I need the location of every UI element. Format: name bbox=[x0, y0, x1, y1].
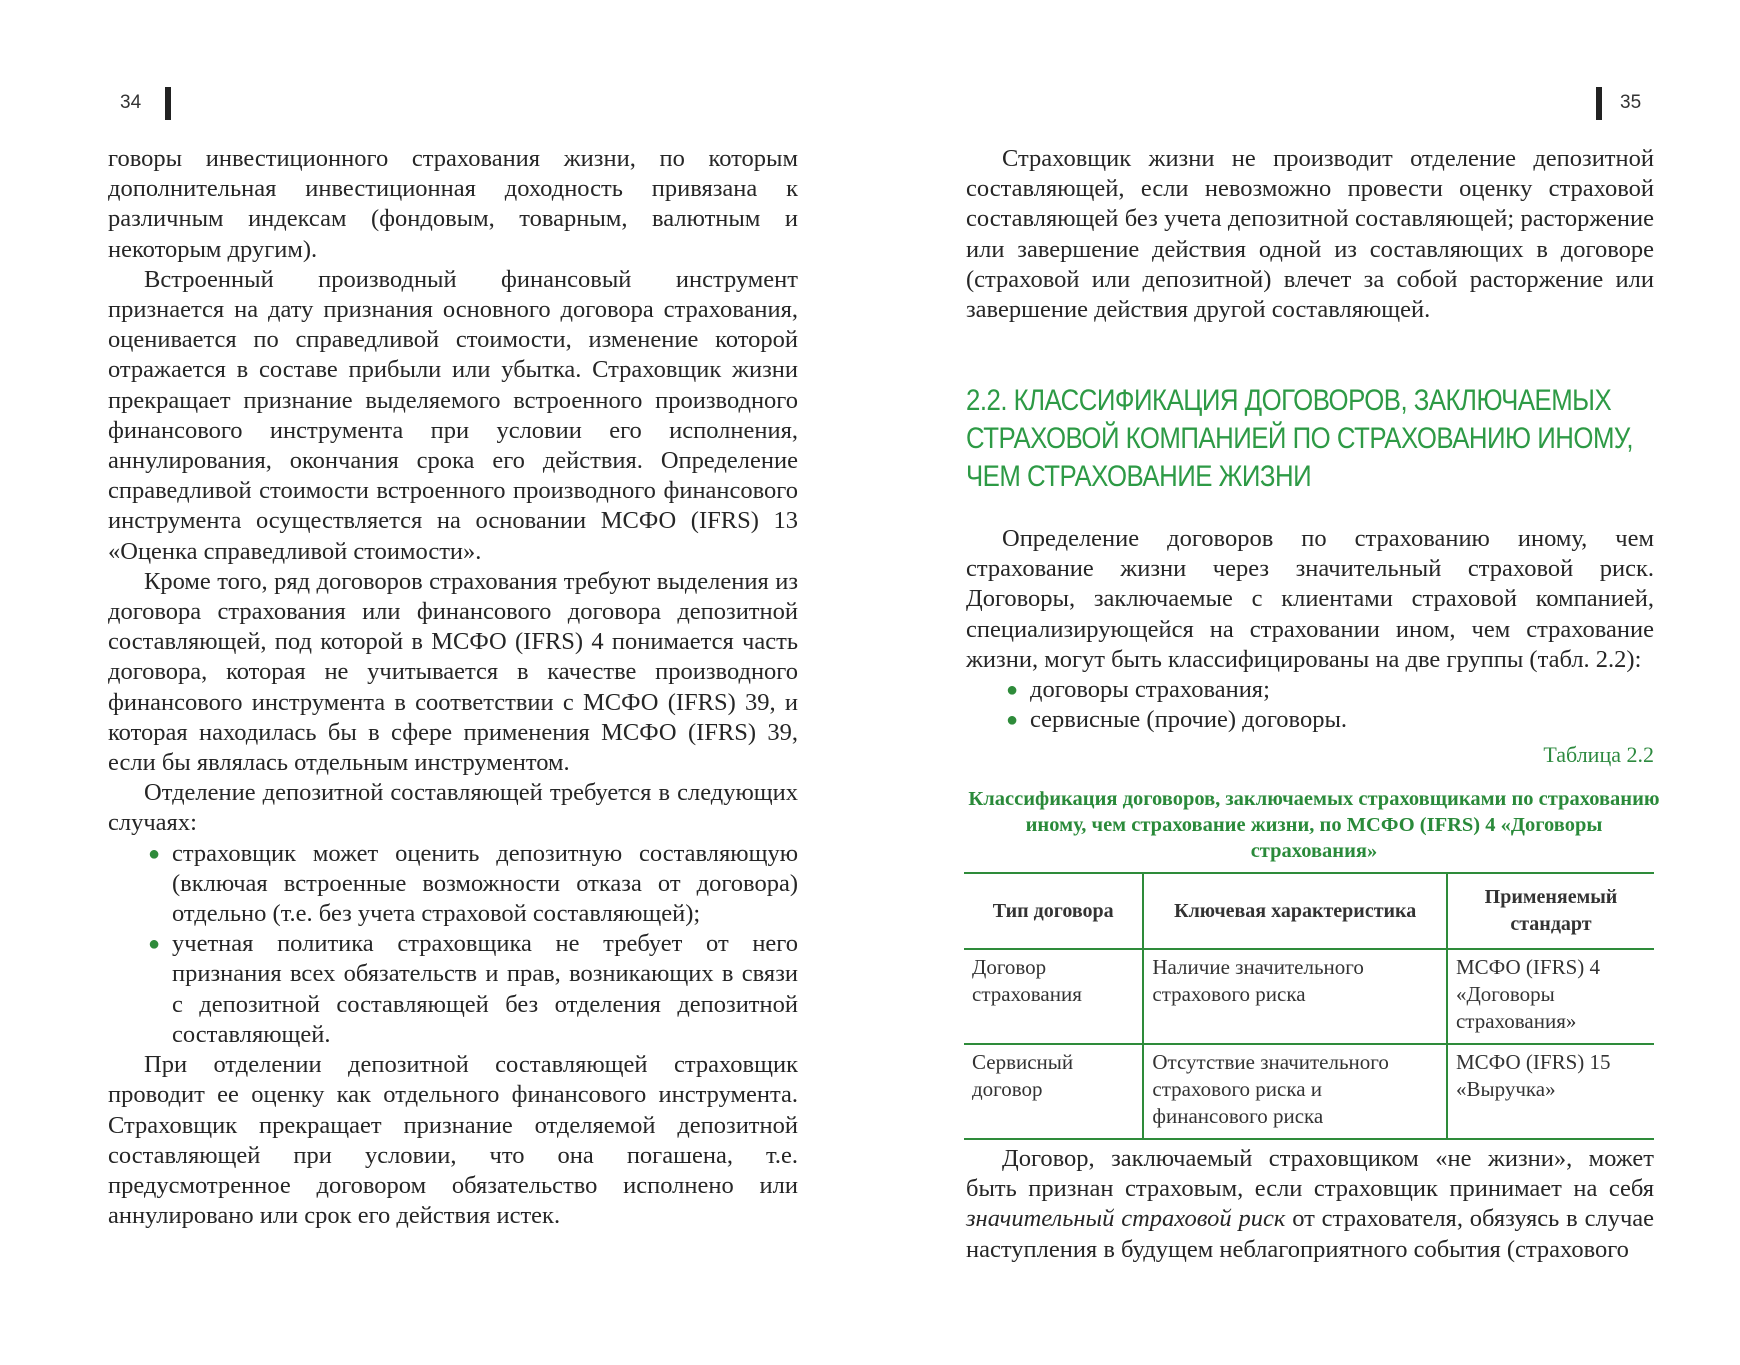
table-cell: МСФО (IFRS) 15 «Выручка» bbox=[1447, 1044, 1654, 1139]
table-cell: Договор страхования bbox=[964, 949, 1143, 1044]
table-row bbox=[964, 949, 1654, 1044]
bullet-list bbox=[108, 839, 798, 1050]
list-item bbox=[148, 929, 798, 1050]
paragraph bbox=[966, 1144, 1654, 1265]
right-final-paragraph bbox=[966, 1144, 1654, 1265]
right-body bbox=[966, 524, 1654, 735]
paragraph: Определение договоров по страхованию иному, чем страхование жизни через значительный страховой риск. Договоры, заключаемые с клиентами страховой компанией, специализирующейся на страховании ином, чем страхование жизни, могут быть классифицированы на две группы (табл. 2.2): bbox=[966, 525, 1654, 673]
classification-table bbox=[964, 872, 1654, 1140]
bullet-icon: ● bbox=[148, 933, 161, 956]
bullet-icon: ● bbox=[1006, 709, 1019, 732]
table-cell: МСФО (IFRS) 4 «Договоры страхования» bbox=[1447, 949, 1654, 1044]
table-number: Таблица 2.2 bbox=[1543, 742, 1654, 767]
paragraph-text: от страхователя, обязуясь в случае наступления в будущем неблагоприятного события (страхового bbox=[966, 1205, 1655, 1263]
list-item bbox=[1006, 705, 1654, 735]
paragraph: говоры инвестиционного страхования жизни, по которым дополнительная инвестиционная доходность привязана к различным индексам (фондовым, товарным, валютным и некоторым другим). bbox=[108, 145, 798, 263]
page-number-right: 35 bbox=[1620, 92, 1642, 113]
table-cell: Отсутствие значительного страхового риска и финансового риска bbox=[1143, 1044, 1447, 1139]
list-item-text: страховщик может оценить депозитную составляющую (включая встроенные возможности отказа от договора) отдельно (т.е. без учета страховой составляющей); bbox=[172, 839, 798, 928]
bullet-list bbox=[966, 675, 1654, 735]
heading-line: СТРАХОВОЙ КОМПАНИЕЙ ПО СТРАХОВАНИЮ ИНОМУ, bbox=[966, 422, 1634, 455]
table-cell: Сервисный договор bbox=[964, 1044, 1143, 1139]
table-cell: Наличие значительного страхового риска bbox=[1143, 949, 1447, 1044]
column-header: Тип договора bbox=[964, 873, 1143, 949]
paragraph: Встроенный производный финансовый инструмент признается на дату признания основного договора страхования, оценивается по справедливой стоимости, изменение которой отражается в составе прибыли или убытка. Страховщик жизни прекращает признание выделяемого встроенного производного финансового инструмента при условии его исполнения, аннулирования, окончания срока его действия. Определение справедливой стоимости встроенного производного финансового инструмента осуществляется на основании МСФО (IFRS) 13 «Оценка справедливой стоимости». bbox=[108, 265, 798, 565]
table-header-row bbox=[964, 873, 1654, 949]
paragraph: Отделение депозитной составляющей требуется в следующих случаях: bbox=[108, 779, 798, 837]
table-row bbox=[964, 1044, 1654, 1139]
list-item-text: сервисные (прочие) договоры. bbox=[1030, 706, 1348, 734]
list-item bbox=[148, 839, 798, 930]
page-marker-bar bbox=[1596, 87, 1602, 120]
list-item-text: договоры страхования; bbox=[1030, 676, 1270, 704]
paragraph: При отделении депозитной составляющей страховщик проводит ее оценку как отдельного финансового инструмента. Страховщик прекращает признание отделяемой депозитной составляющей при условии, что она погашена, т.е. предусмотренное договором обязательство исполнено или аннулировано или срок его действия истек. bbox=[108, 1051, 798, 1230]
heading-line: 2.2. КЛАССИФИКАЦИЯ ДОГОВОРОВ, ЗАКЛЮЧАЕМЫХ bbox=[966, 384, 1612, 417]
italic-term: значительный страховой риск bbox=[966, 1205, 1286, 1233]
paragraph-text: Договор, заключаемый страховщиком «не жизни», может быть признан страховым, если страховщик принимает на себя bbox=[966, 1145, 1654, 1203]
paragraph: Кроме того, ряд договоров страхования требуют выделения из договора страхования или финансового договора депозитной составляющей, под которой в МСФО (IFRS) 4 понимается часть договора, которая не учитывается в качестве производного финансового инструмента в соответствии с МСФО (IFRS) 39, и которая находилась бы в сфере применения МСФО (IFRS) 39, если бы являлась отдельным инструментом. bbox=[108, 567, 798, 777]
section-heading bbox=[966, 382, 1634, 496]
table-title: Классификация договоров, заключаемых страховщиками по страхованию иному, чем страхование жизни, по МСФО (IFRS) 4 «Договоры страхования» bbox=[968, 788, 1660, 862]
page-number-left: 34 bbox=[120, 92, 142, 113]
list-item-text: учетная политика страховщика не требует от него признания всех обязательств и прав, возникающих в связи с депозитной составляющей без отделения депозитной составляющей. bbox=[172, 930, 798, 1048]
list-item bbox=[1006, 675, 1654, 705]
heading-line: ЧЕМ СТРАХОВАНИЕ ЖИЗНИ bbox=[966, 460, 1312, 493]
page-marker-bar bbox=[165, 87, 171, 120]
right-intro-paragraph bbox=[966, 144, 1654, 325]
bullet-icon: ● bbox=[148, 842, 161, 865]
paragraph: Страховщик жизни не производит отделение депозитной составляющей, если невозможно провести оценку страховой составляющей без учета депозитной составляющей; расторжение или завершение действия одной из составляющих в договоре (страховой или депозитной) влечет за собой расторжение или завершение действия другой составляющей. bbox=[966, 145, 1654, 324]
bullet-icon: ● bbox=[1006, 679, 1019, 702]
column-header: Применяемый стандарт bbox=[1447, 873, 1654, 949]
left-page-body bbox=[108, 144, 798, 1231]
column-header: Ключевая характеристика bbox=[1143, 873, 1447, 949]
